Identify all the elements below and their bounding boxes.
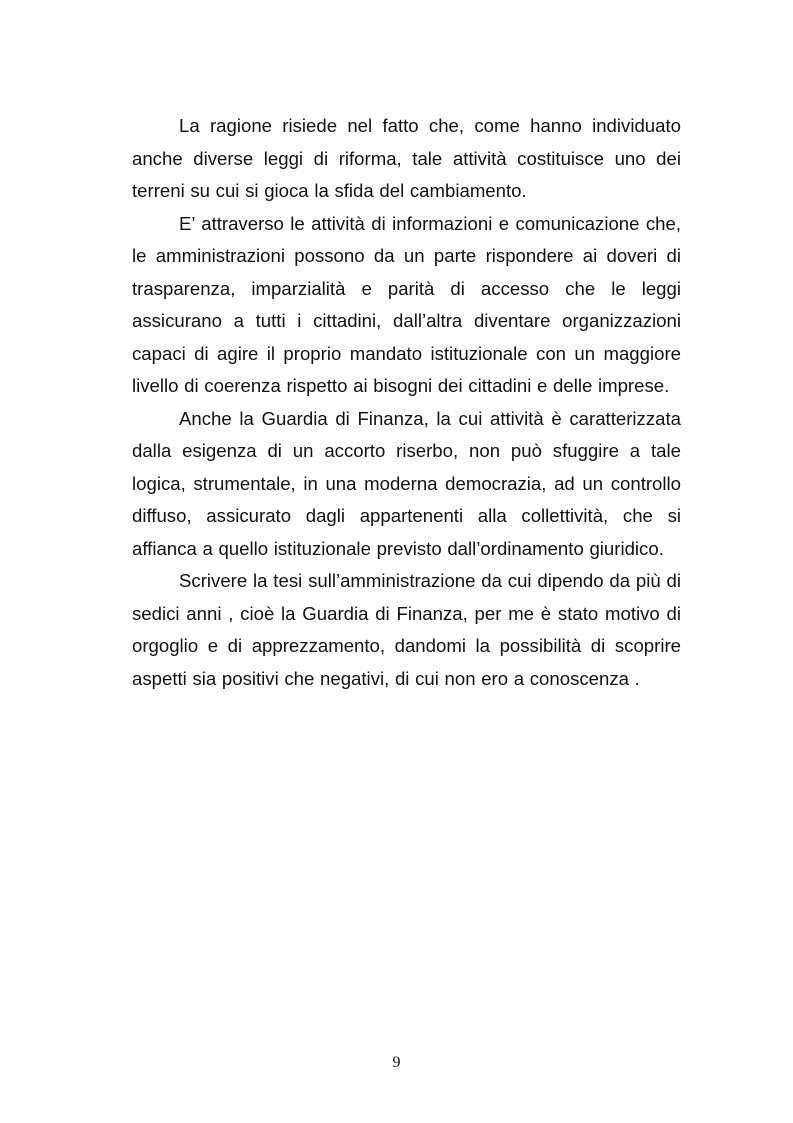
paragraph-4: Scrivere la tesi sull’amministrazione da cui dipendo da più di sedici anni , cioè la Guardia di Finanza, per me è stato motivo di orgoglio e di apprezzamento, dandomi la possibilità di scoprire aspetti sia positivi che negativi, di cui non ero a conoscenza .	[132, 570, 681, 689]
body-text	[132, 110, 681, 695]
paragraph-3: Anche la Guardia di Finanza, la cui attività è caratterizzata dalla esigenza di un accorto riserbo, non può sfuggire a tale logica, strumentale, in una moderna democrazia, ad un controllo diffuso, assicurato dagli appartenenti alla collettività, che si affianca a quello istituzionale previsto dall’ordinamento giuridico.	[132, 407, 681, 559]
paragraph-2: E’ attraverso le attività di informazioni e comunicazione che, le amministrazioni possono da un parte rispondere ai doveri di trasparenza, imparzialità e parità di accesso che le leggi assicurano a tutti i cittadini, dall’altra diventare organizzazioni capaci di agire il proprio mandato istituzionale con un maggiore livello di coerenza rispetto ai bisogni dei cittadini e delle imprese.	[132, 212, 681, 396]
page-number: 9	[392, 1054, 401, 1071]
paragraph-1: La ragione risiede nel fatto che, come hanno individuato anche diverse leggi di riforma, tale attività costituisce uno dei terreni su cui si gioca la sfida del cambiamento.	[132, 115, 681, 201]
